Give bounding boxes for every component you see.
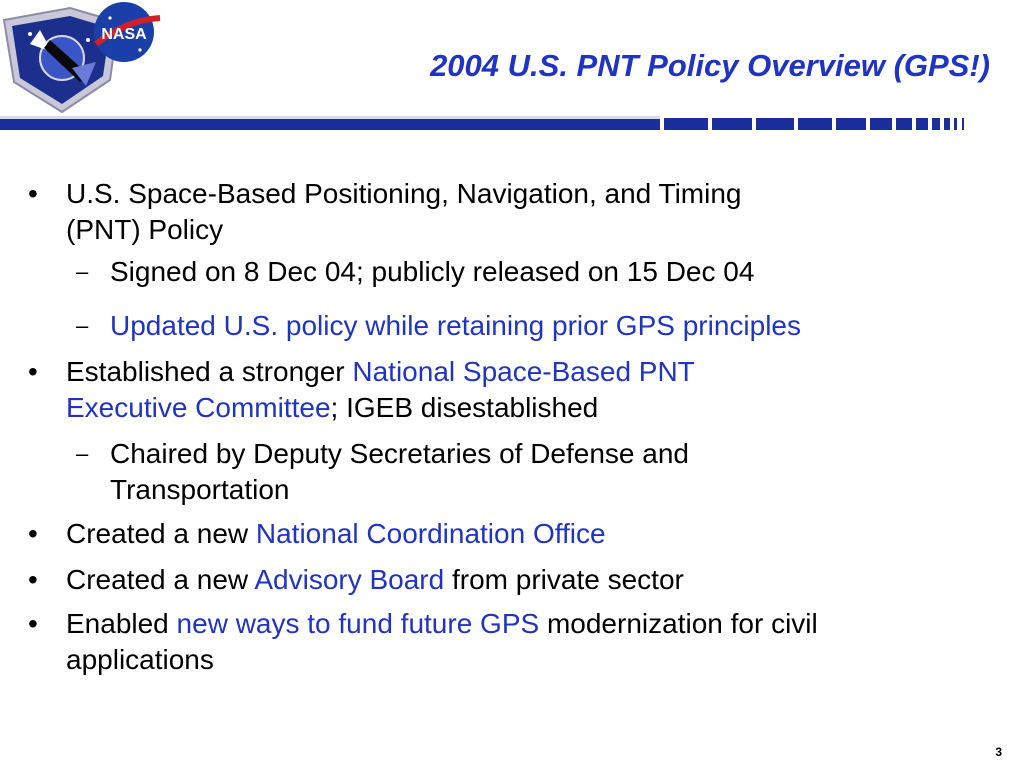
dash-marker: –	[76, 441, 89, 466]
page-number: 3	[995, 745, 1002, 759]
highlight-text: new ways to fund future GPS	[176, 608, 540, 639]
bullet-line	[66, 606, 818, 642]
highlight-text: National Space-Based PNT	[352, 356, 695, 387]
bullet-text: Signed on 8 Dec 04; publicly released on 15 Dec 04	[110, 256, 755, 287]
svg-text:NASA: NASA	[101, 26, 147, 43]
sub-bullet-item	[76, 436, 689, 508]
bullet-text: ; IGEB disestablished	[330, 392, 599, 423]
dash-marker: –	[76, 313, 89, 338]
bullet-text: Transportation	[110, 474, 290, 505]
highlight-text: Updated U.S. policy while retaining prior GPS principles	[110, 310, 801, 341]
bullet-line	[110, 472, 689, 508]
bullet-text: U.S. Space-Based Positioning, Navigation, and Timing	[66, 178, 742, 209]
bullet-marker: •	[28, 356, 38, 387]
bullet-text: Created a new	[66, 564, 255, 595]
bullet-line	[66, 562, 684, 598]
bullet-item	[28, 606, 818, 678]
bullet-line	[110, 308, 801, 344]
sub-bullet-item	[76, 308, 801, 344]
highlight-text: Advisory Board	[254, 564, 445, 595]
bullet-item	[28, 516, 606, 552]
bullet-marker: •	[28, 608, 38, 639]
bullet-text: (PNT) Policy	[66, 214, 224, 245]
bullet-line	[66, 390, 695, 426]
dash-marker: –	[76, 259, 89, 284]
bullet-text: Chaired by Deputy Secretaries of Defense and	[110, 438, 689, 469]
bullet-text: Enabled	[66, 608, 177, 639]
bullet-text: modernization for civil	[539, 608, 818, 639]
bullet-line	[66, 354, 695, 390]
bullet-marker: •	[28, 564, 38, 595]
highlight-text: National Coordination Office	[255, 518, 606, 549]
bullet-line	[66, 212, 742, 248]
sub-bullet-item	[76, 254, 755, 290]
bullet-marker: •	[28, 518, 38, 549]
highlight-text: Executive Committee	[66, 392, 331, 423]
bullet-text: from private sector	[444, 564, 684, 595]
bullet-text: Established a stronger	[66, 356, 353, 387]
bullet-line	[66, 642, 818, 678]
bullet-line	[110, 254, 754, 290]
bullet-item	[28, 354, 695, 426]
bullet-marker: •	[28, 178, 38, 209]
bullet-text: applications	[66, 644, 214, 675]
bullet-line	[66, 176, 742, 212]
page-title: 2004 U.S. PNT Policy Overview (GPS!)	[430, 48, 990, 83]
bullet-line	[66, 516, 606, 552]
bullet-line	[110, 436, 689, 472]
bullet-item	[28, 176, 742, 248]
bullet-text: Created a new	[66, 518, 256, 549]
bullet-item	[28, 562, 684, 598]
